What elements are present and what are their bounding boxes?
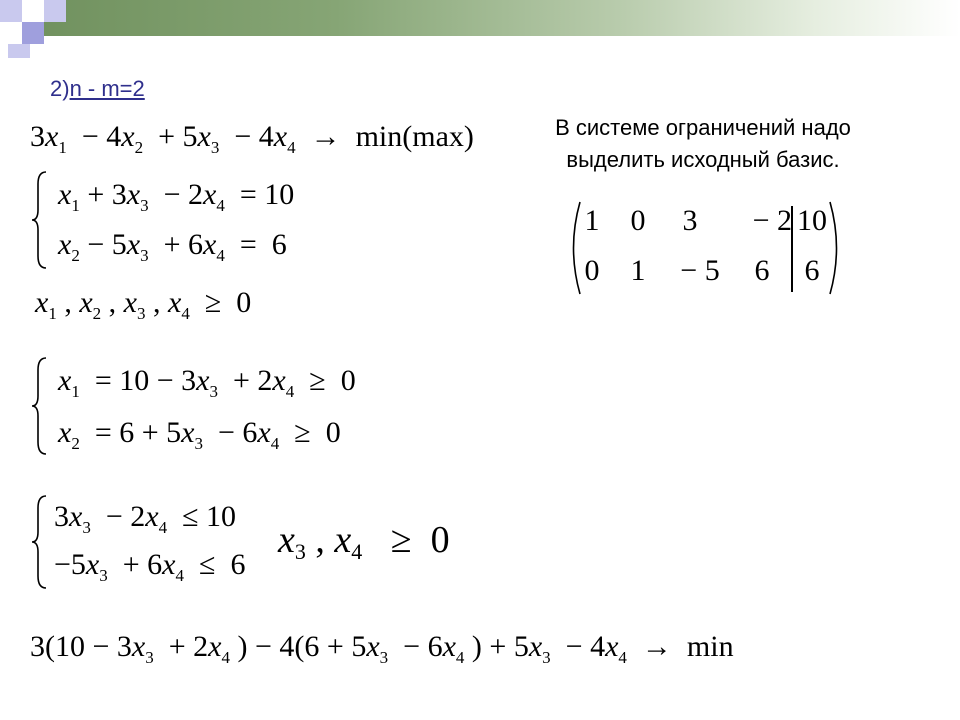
matrix-cell: 1 <box>630 254 646 287</box>
matrix-cell: 0 <box>630 204 646 237</box>
note-line-1: В системе ограничений надо <box>555 115 851 140</box>
brace-system-2 <box>30 356 50 456</box>
matrix-cell: − 5 <box>680 254 720 287</box>
basis-equation-1: $x_1 = 10 - 3x_3 + 2x_4 \ge 0$ <box>58 364 356 401</box>
decor-square-2 <box>22 0 44 22</box>
basis-equation-2: $x_2 = 6 + 5x_3 - 6x_4 \ge 0$ <box>58 416 341 453</box>
constraint-1: $x_1 + 3x_3 - 2x_4 = 10$ <box>58 178 295 215</box>
instruction-note <box>498 112 908 176</box>
objective-function: $3x_1 - 4x_2 + 5x_3 - 4x_4 \to \min(\max)$ <box>30 120 474 157</box>
matrix-cell: 10 <box>797 204 827 237</box>
matrix-cell: − 2 <box>752 204 792 237</box>
decor-square-1 <box>0 0 22 22</box>
nonnegativity-all: $x_1$ , $x_2$ , $x_3$ , $x_4 \ge 0$ <box>35 286 252 323</box>
title-banner <box>0 0 960 36</box>
nonnegativity-free: $x_3$ , $x_4 \ge 0$ <box>278 519 450 564</box>
inequality-1: $3x_3 - 2x_4 \le 10$ <box>54 500 237 537</box>
decor-square-5 <box>22 22 44 44</box>
decor-square-6 <box>8 44 30 58</box>
heading-prefix: 2) <box>50 76 70 101</box>
matrix-cell: 6 <box>754 254 770 287</box>
constraint-2: $x_2 - 5x_3 + 6x_4 = 6$ <box>58 228 287 265</box>
section-heading <box>50 76 145 102</box>
inequality-2: $-5x_3 + 6x_4 \le 6$ <box>54 548 246 585</box>
brace-system-3 <box>30 494 50 590</box>
decor-square-3 <box>44 0 66 22</box>
note-line-2: выделить исходный базис. <box>566 147 840 172</box>
matrix-cell: 6 <box>804 254 820 287</box>
matrix-cell: 3 <box>682 204 698 237</box>
substituted-objective: $3(10 - 3x_3 + 2x_4$ ) − $4(6 + 5x_3 - 6x_4$ ) + $5x_3 - 4x_4 \to \min$ <box>30 630 734 667</box>
matrix-cell: 0 <box>584 254 600 287</box>
brace-system-1 <box>30 170 50 270</box>
matrix-cell: 1 <box>584 204 600 237</box>
decor-square-4 <box>0 22 22 44</box>
heading-expression: n - m=2 <box>69 76 145 101</box>
